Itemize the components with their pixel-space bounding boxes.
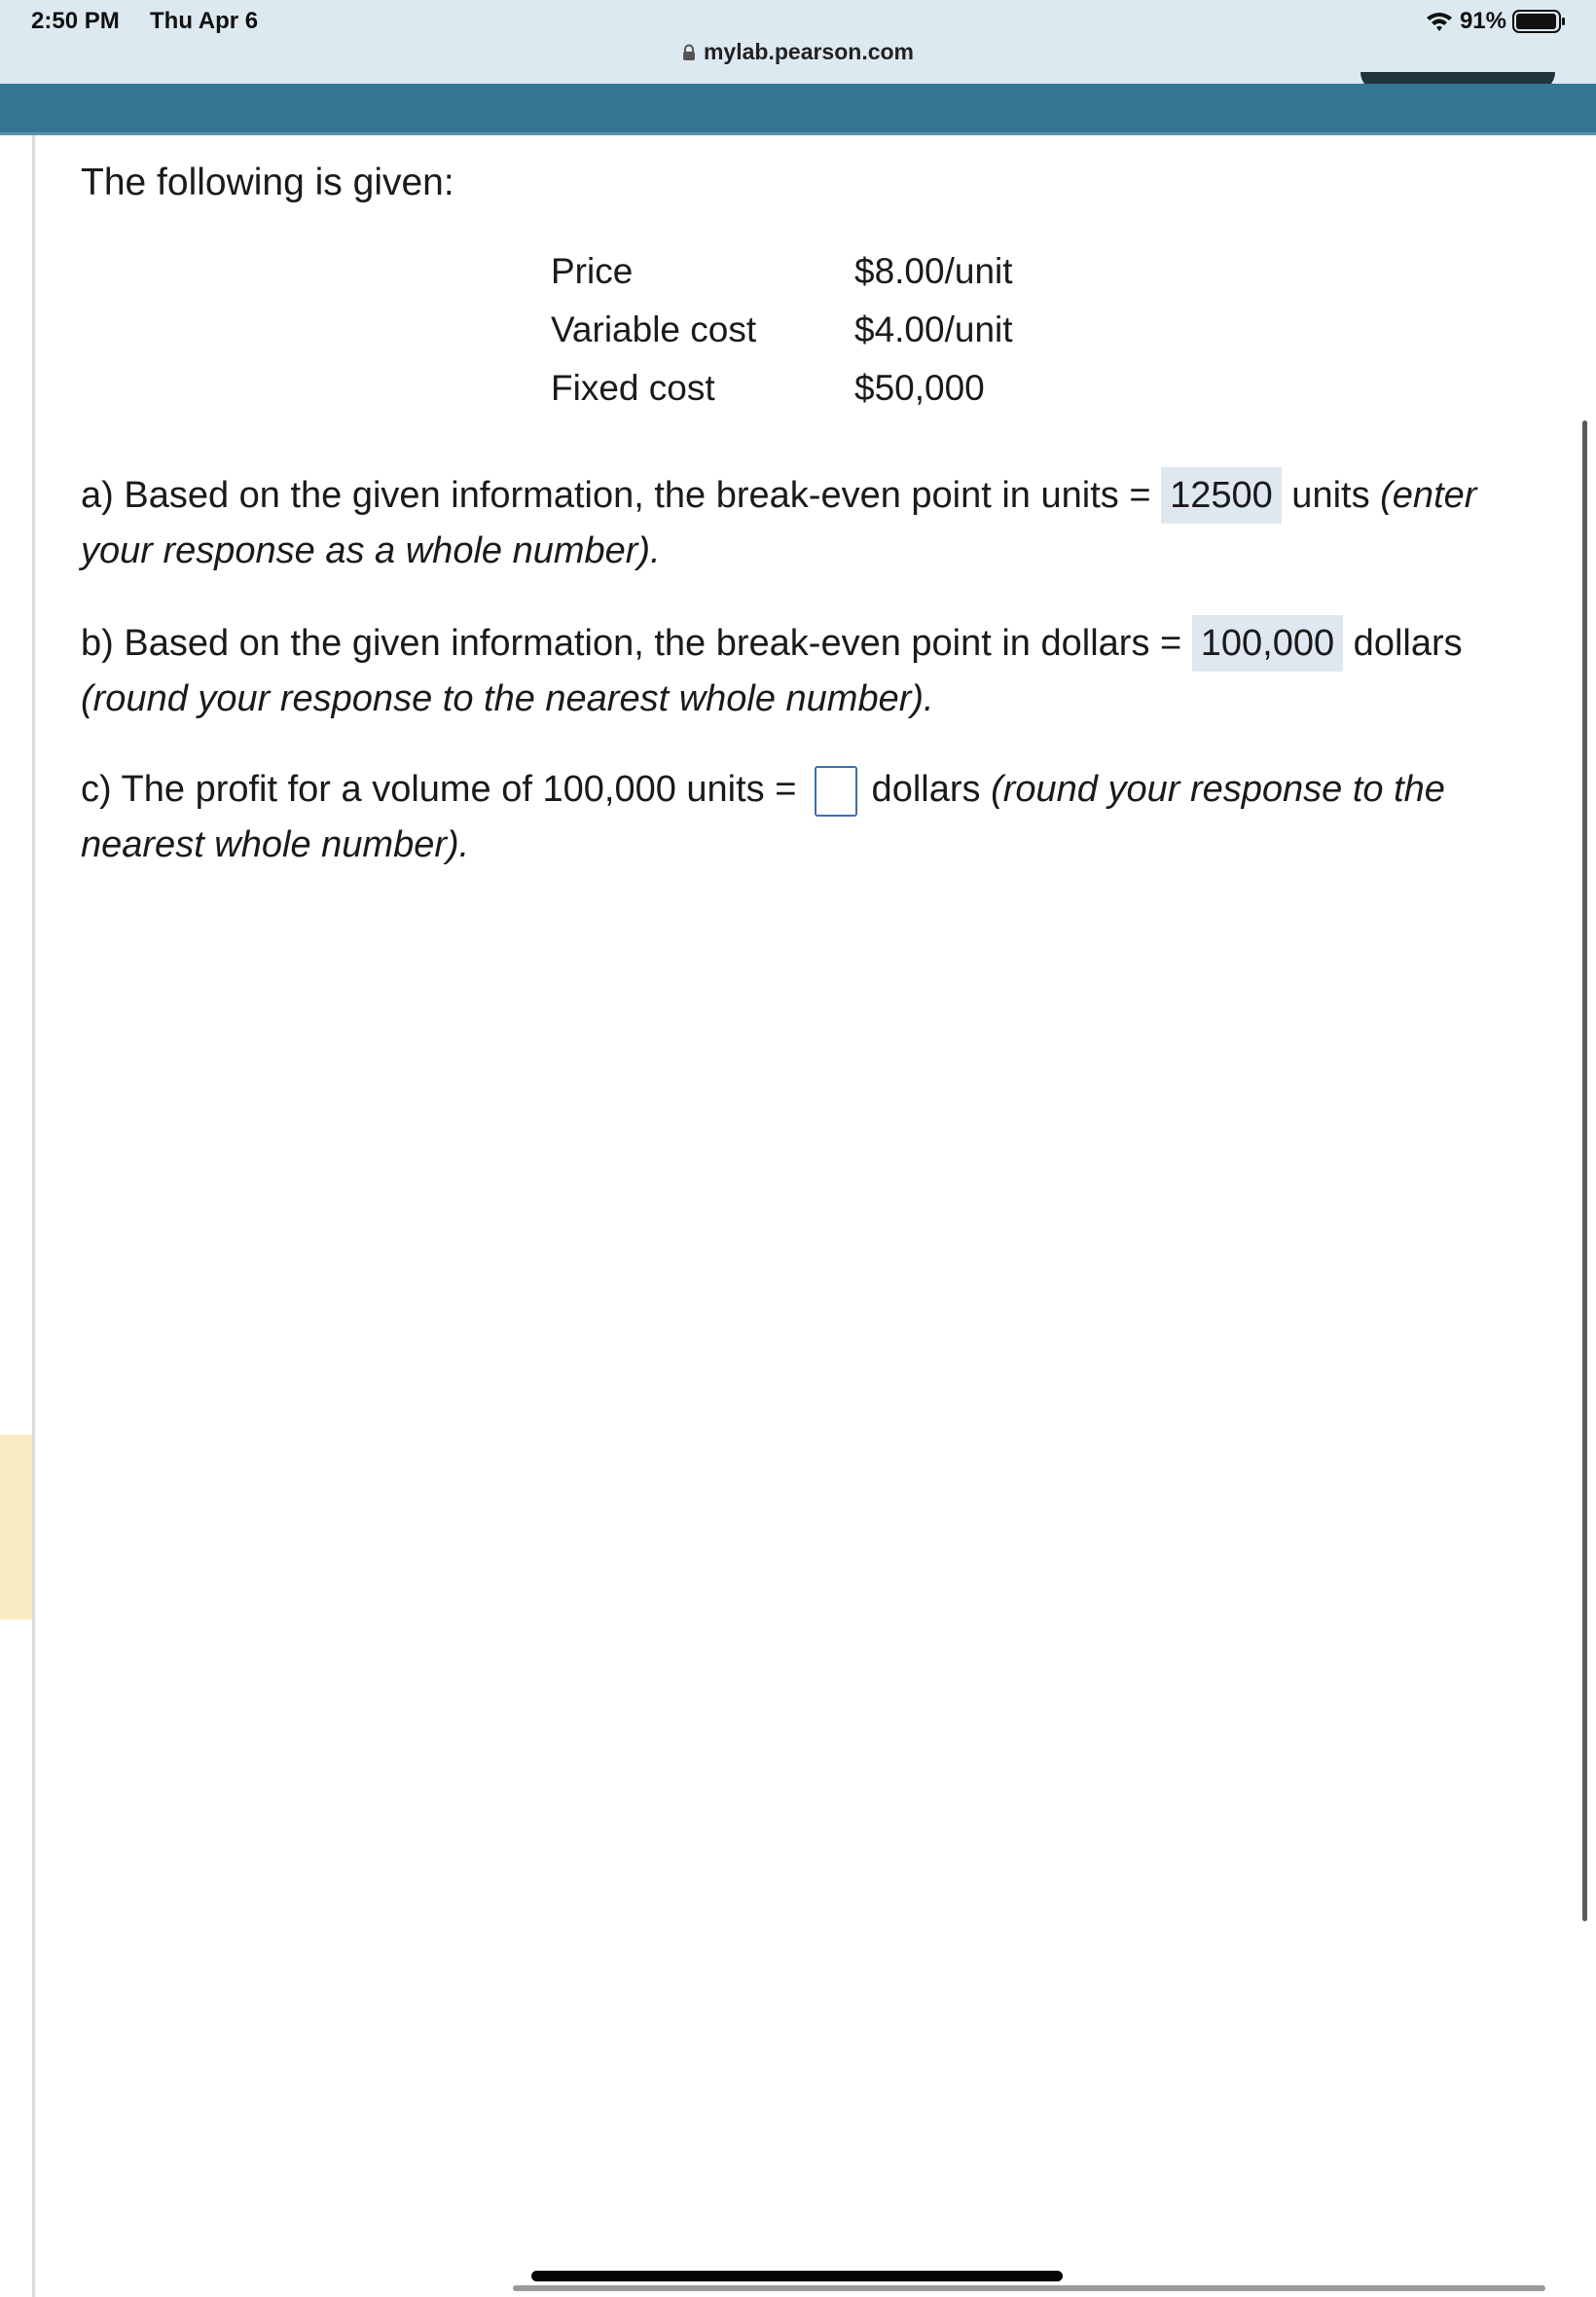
question-b-instruction: (round your response to the nearest whole number).: [81, 678, 934, 719]
lock-icon: [682, 44, 696, 61]
question-b-prefix: b) Based on the given information, the break-even point in dollars =: [81, 623, 1192, 664]
question-a-instruction: (enter your response as a whole number).: [81, 475, 1477, 571]
home-indicator[interactable]: [531, 2271, 1063, 2281]
horizontal-scrollbar[interactable]: [513, 2285, 1545, 2291]
status-bar: [0, 0, 1596, 84]
question-part-b: [81, 615, 1541, 727]
answer-b-field[interactable]: 100,000: [1192, 615, 1343, 672]
vertical-scrollbar[interactable]: [1582, 420, 1587, 1921]
battery-icon: [1512, 9, 1567, 34]
problem-intro: The following is given:: [81, 162, 454, 203]
given-label: Fixed cost: [551, 368, 715, 408]
battery-percentage: 91%: [1459, 8, 1506, 34]
question-b-suffix: dollars: [1343, 623, 1463, 664]
answer-c-input[interactable]: [815, 766, 857, 817]
wifi-icon: [1425, 10, 1454, 33]
status-date: Thu Apr 6: [150, 8, 259, 34]
given-label: Price: [551, 251, 634, 291]
given-value: $8.00/unit: [854, 251, 1013, 291]
question-c-instruction: (round your response to the nearest whole number).: [81, 769, 1445, 865]
address-bar[interactable]: [0, 39, 1596, 65]
given-value: $4.00/unit: [854, 310, 1013, 349]
side-highlight-strip: [0, 1435, 32, 1620]
status-indicators: [1425, 8, 1567, 35]
answer-a-field[interactable]: 12500: [1161, 467, 1282, 524]
app-header-band: [0, 84, 1596, 135]
given-value: $50,000: [854, 368, 985, 408]
question-c-prefix: c) The profit for a volume of 100,000 units =: [81, 769, 807, 810]
status-time: 2:50 PM: [31, 8, 120, 34]
question-part-a: [81, 467, 1541, 579]
question-c-suffix: dollars: [861, 769, 992, 810]
question-a-prefix: a) Based on the given information, the break-even point in units =: [81, 475, 1162, 516]
question-part-c: [81, 762, 1541, 873]
question-a-suffix: units: [1281, 475, 1381, 516]
given-label: Variable cost: [551, 310, 757, 349]
url-text: mylab.pearson.com: [703, 39, 915, 64]
content-left-border: [32, 135, 35, 2297]
